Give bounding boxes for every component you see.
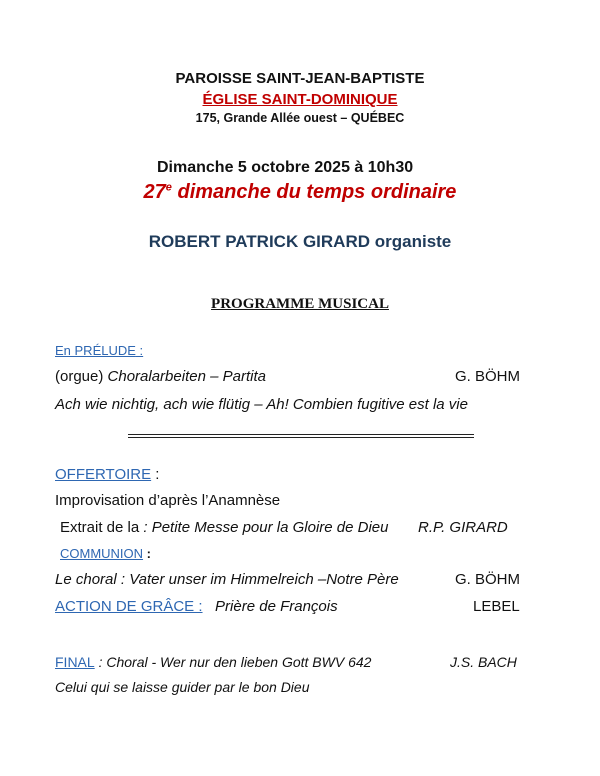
offertoire-composer: R.P. GIRARD xyxy=(418,519,508,536)
offertoire-work: : Petite Messe pour la Gloire de Dieu xyxy=(143,519,389,536)
section-divider xyxy=(128,434,474,438)
prelude-colon: : xyxy=(135,343,144,358)
prelude-composer: G. BÖHM xyxy=(455,368,521,385)
sunday-ordinal: e xyxy=(165,181,172,194)
communion-work: Le choral : Vater unser im Himmelreich –Notre Père xyxy=(55,571,399,588)
action-de-grace-composer: LEBEL xyxy=(473,598,520,615)
final-label: FINAL xyxy=(55,654,95,670)
sunday-number: 27 xyxy=(143,181,166,203)
final-composer: J.S. BACH xyxy=(450,654,517,670)
prelude-heading xyxy=(55,343,143,358)
church-name: ÉGLISE SAINT-DOMINIQUE xyxy=(202,91,398,108)
offertoire-prefix: Extrait de la xyxy=(60,519,144,536)
prelude-work-line xyxy=(55,368,266,385)
communion-colon: : xyxy=(143,546,151,561)
action-de-grace-line xyxy=(55,598,338,615)
communion-heading xyxy=(60,546,151,561)
final-work: : Choral - Wer nur den lieben Gott BWV 642 xyxy=(94,654,372,670)
organist-line xyxy=(0,232,600,252)
offertoire-heading xyxy=(55,466,159,483)
communion-label: COMMUNION xyxy=(60,546,144,561)
sunday-text: dimanche du temps ordinaire xyxy=(171,181,457,203)
organist-name: ROBERT PATRICK GIRARD xyxy=(148,232,371,251)
final-line xyxy=(55,654,371,670)
communion-composer: G. BÖHM xyxy=(455,571,521,588)
offertoire-label: OFFERTOIRE xyxy=(55,466,152,483)
church-address: 175, Grande Allée ouest – QUÉBEC xyxy=(195,111,405,125)
liturgical-sunday xyxy=(0,181,600,204)
offertoire-colon: : xyxy=(151,466,160,483)
offertoire-line1: Improvisation d’après l’Anamnèse xyxy=(55,492,281,509)
parish-name: PAROISSE SAINT-JEAN-BAPTISTE xyxy=(175,70,425,87)
final-subtitle: Celui qui se laisse guider par le bon Dieu xyxy=(55,679,310,695)
action-de-grace-work: Prière de François xyxy=(215,598,338,615)
prelude-prefix: (orgue) xyxy=(55,368,108,385)
action-de-grace-label: ACTION DE GRÂCE : xyxy=(55,598,203,615)
prelude-work: Choralarbeiten – Partita xyxy=(107,368,266,385)
organist-role: organiste xyxy=(374,232,452,251)
offertoire-line2 xyxy=(60,519,389,536)
program-title: PROGRAMME MUSICAL xyxy=(211,296,389,312)
service-date: Dimanche 5 octobre 2025 à 10h30 xyxy=(157,159,414,176)
prelude-subtitle: Ach wie nichtig, ach wie flütig – Ah! Combien fugitive est la vie xyxy=(55,396,468,413)
prelude-label: En PRÉLUDE xyxy=(55,343,136,358)
